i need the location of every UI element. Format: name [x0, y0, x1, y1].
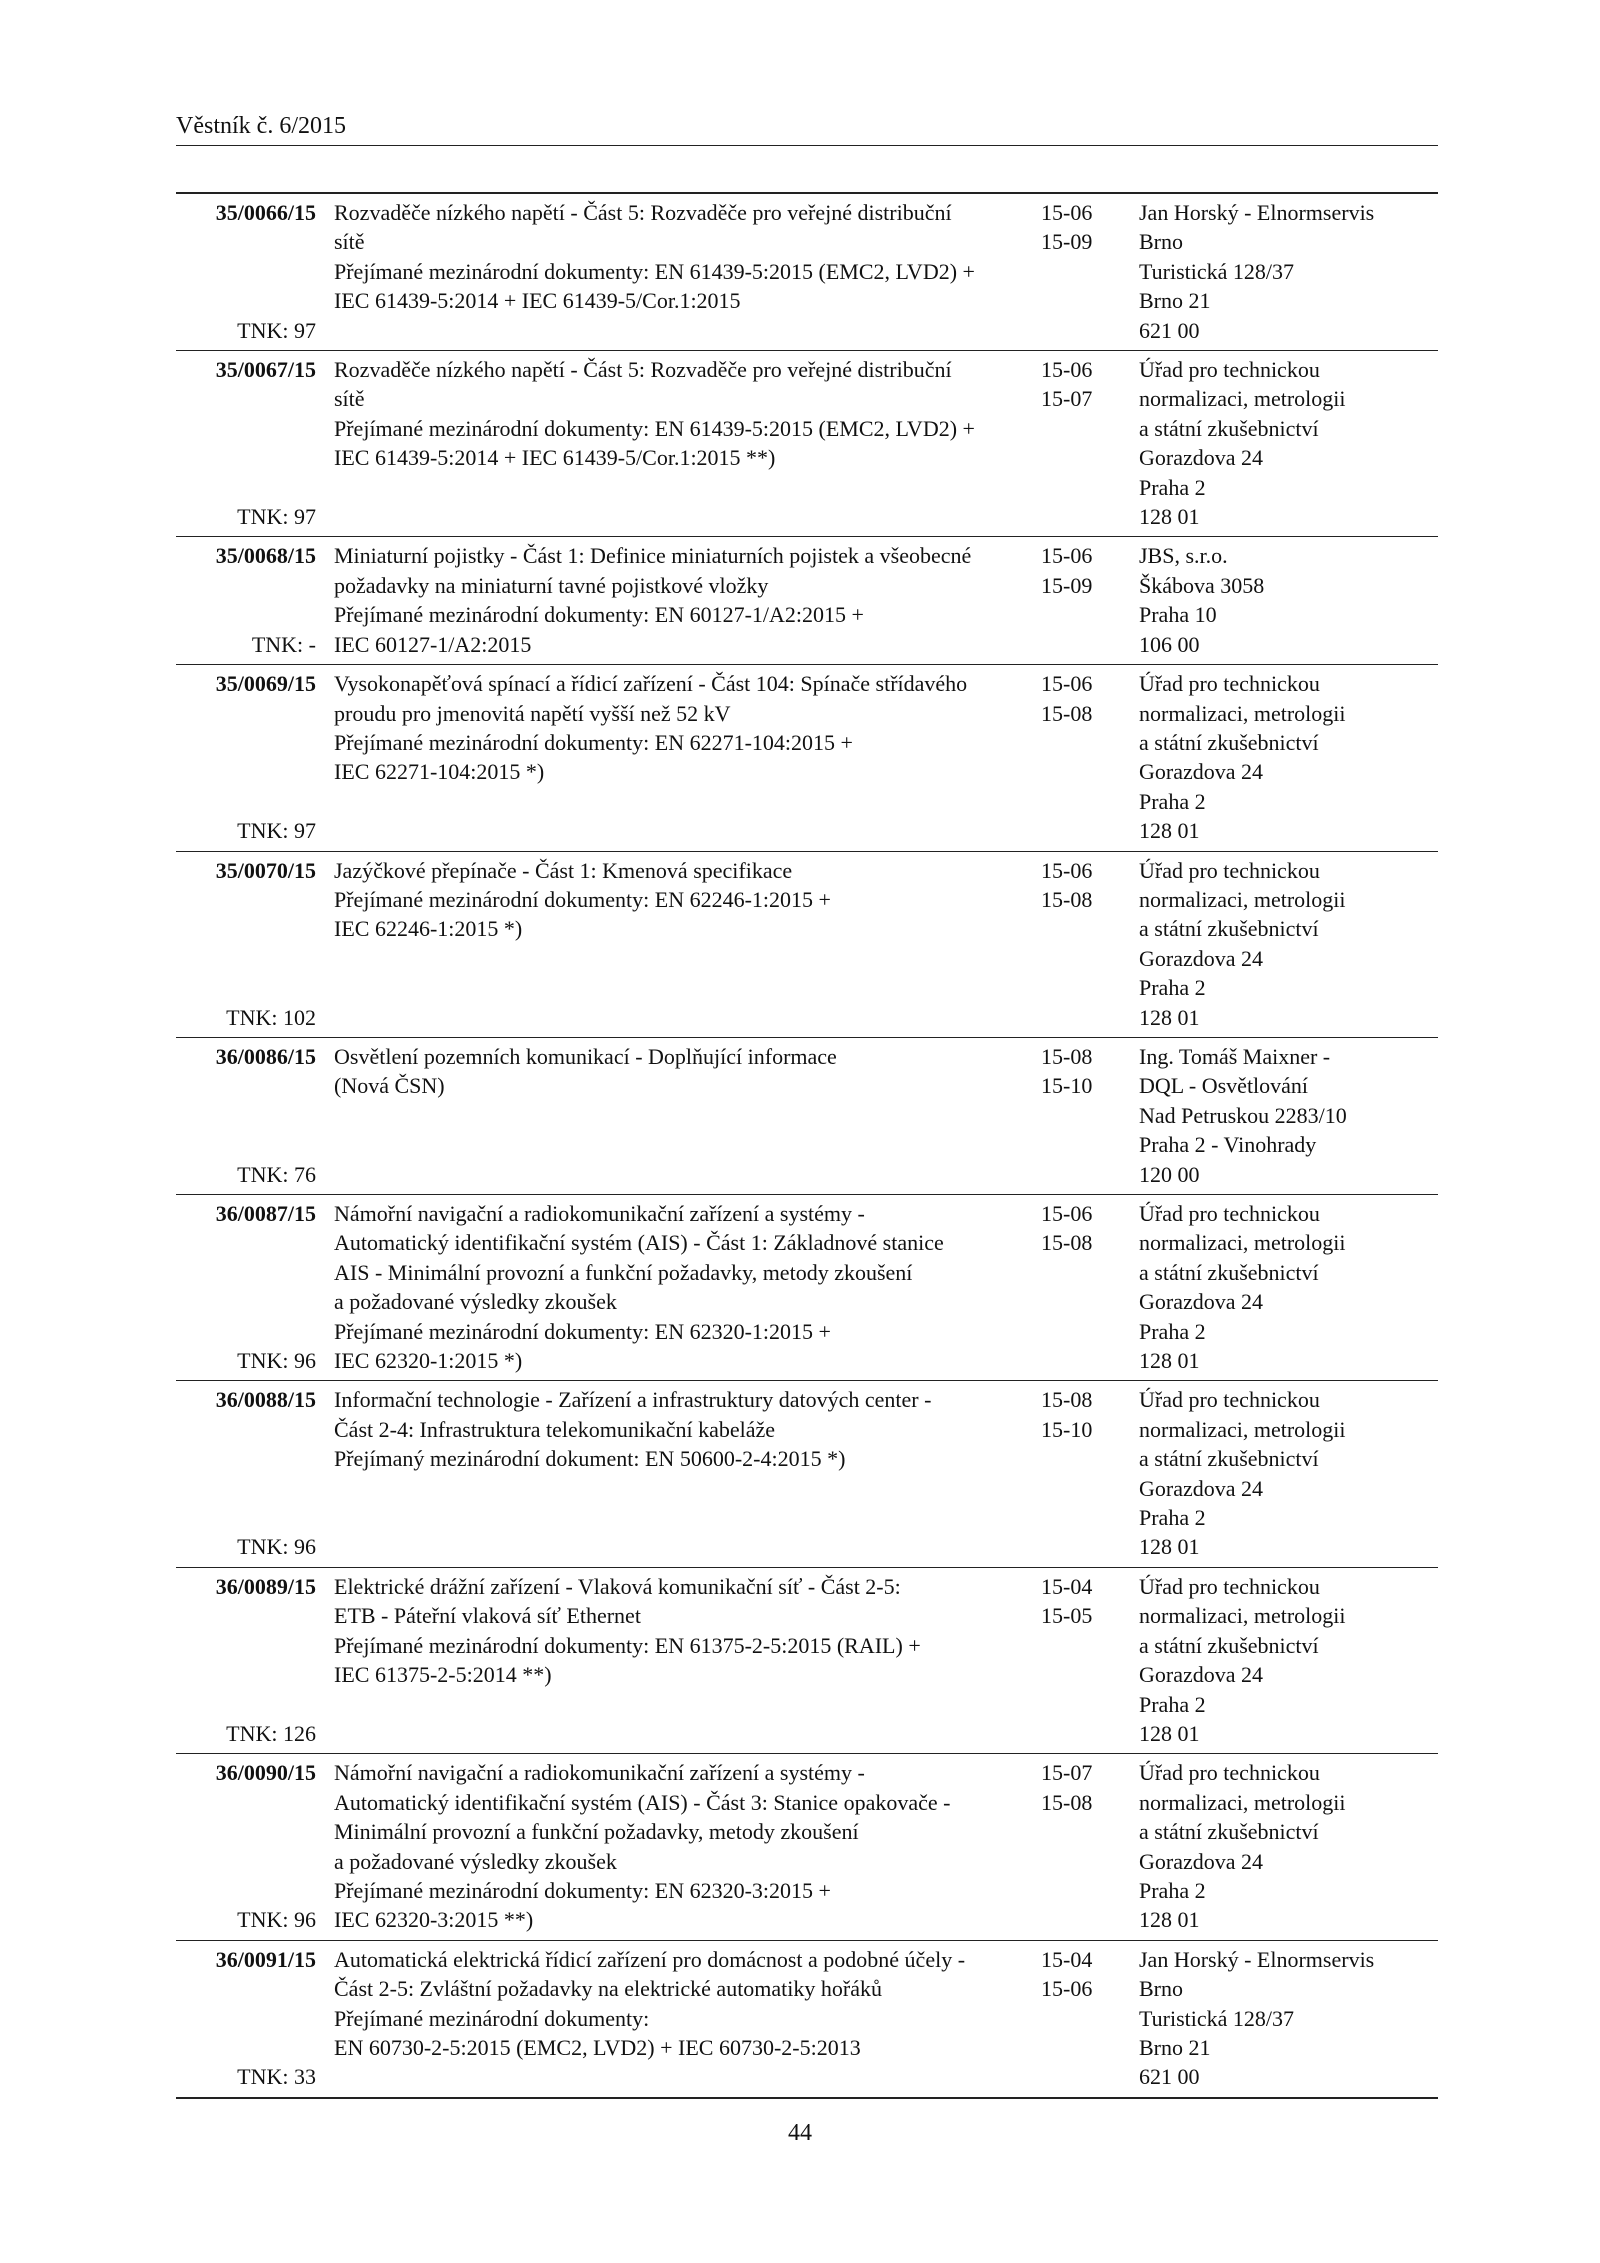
entry-number: 36/0086/15 — [215, 1043, 316, 1069]
entry-address-line: Ing. Tomáš Maixner - — [1139, 1043, 1331, 1069]
entry-title — [334, 1042, 1034, 1189]
standard-entry — [176, 1940, 1438, 2097]
entry-number: 35/0066/15 — [215, 200, 316, 225]
entry-title-line: a požadované výsledky zkoušek — [334, 1289, 617, 1315]
entry-address-line: a státní zkušebnictví — [1139, 1632, 1319, 1658]
entry-address-line: a státní zkušebnictví — [1139, 1819, 1319, 1845]
entry-address-line: Úřad pro technickou — [1139, 671, 1320, 697]
standard-entry — [176, 536, 1438, 664]
entry-tnk: TNK: 97 — [237, 818, 316, 844]
entry-address-line: 128 01 — [1139, 1907, 1200, 1933]
entry-processor-address — [1139, 1042, 1438, 1189]
entry-address-line: a státní zkušebnictví — [1139, 916, 1319, 942]
entry-title — [334, 669, 1034, 845]
page-header-title: Věstník č. 6/2015 — [176, 113, 346, 139]
standard-entry — [176, 851, 1438, 1037]
entry-dates — [1041, 1945, 1139, 2092]
standard-entry — [176, 1380, 1438, 1566]
entry-address-line: Praha 2 — [1139, 788, 1206, 814]
entry-address-line: 128 01 — [1139, 1720, 1200, 1746]
entry-title-line: Přejímané mezinárodní dokumenty: EN 62246-1:2015 + — [334, 886, 831, 912]
entry-dates — [1041, 541, 1139, 659]
standard-entry — [176, 664, 1438, 850]
entry-address-line: normalizaci, metrologii — [1139, 1789, 1346, 1815]
entry-title-line: EN 60730-2-5:2015 (EMC2, LVD2) + IEC 60730-2-5:2013 — [334, 2034, 861, 2060]
entry-address-line: Praha 2 — [1139, 975, 1206, 1001]
entry-id-column — [176, 1572, 316, 1748]
entry-title-line: IEC 61439-5:2014 + IEC 61439-5/Cor.1:2015 **) — [334, 445, 776, 471]
entry-tnk: TNK: 96 — [237, 1534, 316, 1560]
standards-table — [176, 192, 1438, 2099]
entry-tnk: TNK: 96 — [237, 1907, 316, 1933]
entry-title — [334, 1945, 1034, 2092]
entry-address-line: Úřad pro technickou — [1139, 857, 1320, 883]
entry-title-line: Námořní navigační a radiokomunikační zařízení a systémy - — [334, 1760, 865, 1786]
entry-title-line: Přejímaný mezinárodní dokument: EN 50600-2-4:2015 *) — [334, 1446, 846, 1472]
entry-address-line: 120 00 — [1139, 1161, 1200, 1187]
entry-date: 15-09 — [1041, 572, 1093, 598]
entry-address-line: Brno 21 — [1139, 2034, 1211, 2060]
entry-dates — [1041, 1042, 1139, 1189]
entry-title-line: Část 2-5: Zvláštní požadavky na elektrické automatiky hořáků — [334, 1976, 883, 2002]
entry-title-line: Část 2-4: Infrastruktura telekomunikační kabeláže — [334, 1416, 776, 1442]
entry-title-line: Automatický identifikační systém (AIS) - Část 3: Stanice opakovače - — [334, 1789, 951, 1815]
entry-tnk: TNK: 96 — [237, 1348, 316, 1374]
entry-address-line: a státní zkušebnictví — [1139, 729, 1319, 755]
entry-address-line: a státní zkušebnictví — [1139, 415, 1319, 441]
entry-tnk: TNK: 97 — [237, 504, 316, 530]
entry-id-column — [176, 669, 316, 845]
entry-address-line: Nad Petruskou 2283/10 — [1139, 1102, 1347, 1128]
entry-processor-address — [1139, 856, 1438, 1032]
entry-title-line: Vysokonapěťová spínací a řídicí zařízení - Část 104: Spínače střídavého — [334, 671, 968, 697]
entry-processor-address — [1139, 1199, 1438, 1375]
entry-address-line: Gorazdova 24 — [1139, 1289, 1264, 1315]
entry-processor-address — [1139, 1385, 1438, 1561]
entry-title — [334, 856, 1034, 1032]
entry-processor-address — [1139, 198, 1438, 345]
entry-address-line: Úřad pro technickou — [1139, 357, 1320, 383]
header-divider — [176, 145, 1438, 146]
entry-address-line: normalizaci, metrologii — [1139, 386, 1346, 412]
entry-title-line: IEC 62271-104:2015 *) — [334, 759, 545, 785]
entry-number: 35/0068/15 — [215, 543, 316, 569]
entry-title-line: Námořní navigační a radiokomunikační zařízení a systémy - — [334, 1201, 865, 1226]
entry-title-line: Přejímané mezinárodní dokumenty: EN 61375-2-5:2015 (RAIL) + — [334, 1632, 921, 1658]
entry-dates — [1041, 198, 1139, 345]
entry-title-line: ETB - Páteřní vlaková síť Ethernet — [334, 1603, 641, 1629]
entry-title-line: Miniaturní pojistky - Část 1: Definice miniaturních pojistek a všeobecné — [334, 543, 972, 569]
entry-address-line: Brno — [1139, 1976, 1183, 2002]
entry-date: 15-06 — [1041, 671, 1093, 697]
entry-processor-address — [1139, 1758, 1438, 1934]
entry-address-line: Praha 2 — [1139, 1877, 1206, 1903]
entry-title-line: sítě — [334, 229, 365, 255]
entry-date: 15-10 — [1041, 1416, 1093, 1442]
entry-date: 15-07 — [1041, 1760, 1093, 1786]
entry-title-line: proudu pro jmenovitá napětí vyšší než 52 kV — [334, 700, 731, 726]
entry-address-line: Brno — [1139, 229, 1183, 255]
entry-title-line: Přejímané mezinárodní dokumenty: EN 60127-1/A2:2015 + — [334, 602, 864, 628]
entry-processor-address — [1139, 1572, 1438, 1748]
entry-date: 15-08 — [1041, 1387, 1093, 1413]
standard-entry — [176, 194, 1438, 350]
entry-number: 36/0090/15 — [215, 1760, 316, 1786]
entry-dates — [1041, 669, 1139, 845]
entry-address-line: Gorazdova 24 — [1139, 945, 1264, 971]
entry-title — [334, 355, 1034, 531]
entry-date: 15-08 — [1041, 1230, 1093, 1256]
entry-dates — [1041, 1199, 1139, 1375]
entry-address-line: Jan Horský - Elnormservis — [1139, 1946, 1375, 1972]
entry-title — [334, 1758, 1034, 1934]
entry-id-column — [176, 1042, 316, 1189]
page-number: 44 — [788, 2120, 812, 2146]
entry-address-line: Praha 2 — [1139, 1318, 1206, 1344]
entry-title-line: a požadované výsledky zkoušek — [334, 1848, 617, 1874]
entry-address-line: Gorazdova 24 — [1139, 445, 1264, 471]
entry-title-line: Přejímané mezinárodní dokumenty: EN 62320-1:2015 + — [334, 1318, 831, 1344]
entry-title — [334, 1385, 1034, 1561]
entry-processor-address — [1139, 541, 1438, 659]
entry-tnk: TNK: 126 — [226, 1720, 316, 1746]
entry-address-line: Praha 2 — [1139, 474, 1206, 500]
entry-title-line: Osvětlení pozemních komunikací - Doplňující informace — [334, 1043, 837, 1069]
entry-address-line: Gorazdova 24 — [1139, 759, 1264, 785]
entry-title — [334, 1572, 1034, 1748]
entry-number: 35/0070/15 — [215, 857, 316, 883]
entry-address-line: normalizaci, metrologii — [1139, 1416, 1346, 1442]
entry-id-column — [176, 1758, 316, 1934]
entry-address-line: a státní zkušebnictví — [1139, 1446, 1319, 1472]
entry-address-line: 106 00 — [1139, 631, 1200, 657]
entry-date: 15-08 — [1041, 700, 1093, 726]
entry-id-column — [176, 1385, 316, 1561]
entry-title-line: AIS - Minimální provozní a funkční požadavky, metody zkoušení — [334, 1259, 913, 1285]
entry-address-line: Gorazdova 24 — [1139, 1475, 1264, 1501]
entry-date: 15-05 — [1041, 1603, 1093, 1629]
entry-date: 15-06 — [1041, 1976, 1093, 2002]
entry-tnk: TNK: 97 — [237, 317, 316, 343]
standard-entry — [176, 1037, 1438, 1194]
entry-title-line: Přejímané mezinárodní dokumenty: EN 62320-3:2015 + — [334, 1877, 831, 1903]
entry-number: 36/0089/15 — [215, 1573, 316, 1599]
entry-address-line: Úřad pro technickou — [1139, 1760, 1320, 1786]
entry-date: 15-06 — [1041, 200, 1093, 225]
entry-address-line: JBS, s.r.o. — [1139, 543, 1228, 569]
entry-dates — [1041, 1758, 1139, 1934]
entry-date: 15-08 — [1041, 1043, 1093, 1069]
entry-dates — [1041, 1385, 1139, 1561]
entry-date: 15-04 — [1041, 1946, 1093, 1972]
entry-title-line: (Nová ČSN) — [334, 1073, 445, 1099]
entry-address-line: 128 01 — [1139, 1348, 1200, 1374]
entry-address-line: a státní zkušebnictví — [1139, 1259, 1319, 1285]
entry-address-line: Úřad pro technickou — [1139, 1573, 1320, 1599]
entry-date: 15-09 — [1041, 229, 1093, 255]
entry-title-line: Minimální provozní a funkční požadavky, metody zkoušení — [334, 1819, 859, 1845]
entry-dates — [1041, 355, 1139, 531]
entry-address-line: Turistická 128/37 — [1139, 2005, 1295, 2031]
entry-address-line: Praha 2 — [1139, 1691, 1206, 1717]
entry-date: 15-08 — [1041, 1789, 1093, 1815]
entry-date: 15-10 — [1041, 1073, 1093, 1099]
entry-processor-address — [1139, 1945, 1438, 2092]
entry-title-line: Přejímané mezinárodní dokumenty: — [334, 2005, 650, 2031]
entry-tnk: TNK: 76 — [237, 1161, 316, 1187]
entry-address-line: Gorazdova 24 — [1139, 1662, 1264, 1688]
entry-address-line: normalizaci, metrologii — [1139, 886, 1346, 912]
entry-tnk: TNK: 102 — [226, 1004, 316, 1030]
entry-address-line: Úřad pro technickou — [1139, 1201, 1320, 1226]
entry-date: 15-06 — [1041, 857, 1093, 883]
entry-address-line: Praha 10 — [1139, 602, 1217, 628]
entry-address-line: normalizaci, metrologii — [1139, 1603, 1346, 1629]
entry-id-column — [176, 1199, 316, 1375]
entry-number: 36/0091/15 — [215, 1946, 316, 1972]
entry-title-line: Informační technologie - Zařízení a infrastruktury datových center - — [334, 1387, 932, 1413]
entry-date: 15-07 — [1041, 386, 1093, 412]
entry-id-column — [176, 856, 316, 1032]
entry-address-line: Jan Horský - Elnormservis — [1139, 200, 1375, 225]
entry-date: 15-06 — [1041, 1201, 1093, 1226]
entry-dates — [1041, 1572, 1139, 1748]
entry-tnk: TNK: 33 — [237, 2064, 316, 2090]
entry-title-line: IEC 60127-1/A2:2015 — [334, 631, 532, 657]
entry-date: 15-08 — [1041, 886, 1093, 912]
entry-title-line: Jazýčkové přepínače - Část 1: Kmenová specifikace — [334, 857, 793, 883]
entry-address-line: DQL - Osvětlování — [1139, 1073, 1309, 1099]
entry-title-line: Rozvaděče nízkého napětí - Část 5: Rozvaděče pro veřejné distribuční — [334, 357, 952, 383]
entry-number: 36/0087/15 — [215, 1201, 316, 1226]
entry-title-line: Automatický identifikační systém (AIS) - Část 1: Základnové stanice — [334, 1230, 944, 1256]
entry-title-line: požadavky na miniaturní tavné pojistkové vložky — [334, 572, 769, 598]
entry-title-line: IEC 61375-2-5:2014 **) — [334, 1662, 552, 1688]
entry-title — [334, 541, 1034, 659]
entry-processor-address — [1139, 355, 1438, 531]
entry-address-line: normalizaci, metrologii — [1139, 700, 1346, 726]
entry-address-line: Praha 2 - Vinohrady — [1139, 1132, 1317, 1158]
entry-address-line: Praha 2 — [1139, 1505, 1206, 1531]
entry-address-line: 128 01 — [1139, 818, 1200, 844]
entry-processor-address — [1139, 669, 1438, 845]
entry-address-line: Gorazdova 24 — [1139, 1848, 1264, 1874]
entry-date: 15-04 — [1041, 1573, 1093, 1599]
entry-id-column — [176, 198, 316, 345]
entry-date: 15-06 — [1041, 357, 1093, 383]
entry-number: 35/0069/15 — [215, 671, 316, 697]
entry-id-column — [176, 541, 316, 659]
standard-entry — [176, 1567, 1438, 1753]
entry-title-line: IEC 62320-1:2015 *) — [334, 1348, 523, 1374]
entry-title-line: Rozvaděče nízkého napětí - Část 5: Rozvaděče pro veřejné distribuční — [334, 200, 952, 225]
standard-entry — [176, 350, 1438, 536]
entry-date: 15-06 — [1041, 543, 1093, 569]
entry-title-line: sítě — [334, 386, 365, 412]
entry-title-line: IEC 62320-3:2015 **) — [334, 1907, 534, 1933]
entry-id-column — [176, 355, 316, 531]
entry-address-line: 128 01 — [1139, 504, 1200, 530]
entry-address-line: 128 01 — [1139, 1004, 1200, 1030]
entry-title — [334, 198, 1034, 345]
entry-dates — [1041, 856, 1139, 1032]
entry-address-line: 621 00 — [1139, 2064, 1200, 2090]
entry-title-line: Přejímané mezinárodní dokumenty: EN 62271-104:2015 + — [334, 729, 853, 755]
entry-title-line: IEC 62246-1:2015 *) — [334, 916, 523, 942]
entry-title-line: Přejímané mezinárodní dokumenty: EN 61439-5:2015 (EMC2, LVD2) + — [334, 258, 975, 284]
entry-address-line: Brno 21 — [1139, 288, 1211, 314]
entry-address-line: Turistická 128/37 — [1139, 258, 1295, 284]
entry-title — [334, 1199, 1034, 1375]
entry-id-column — [176, 1945, 316, 2092]
entry-number: 35/0067/15 — [215, 357, 316, 383]
standard-entry — [176, 1753, 1438, 1939]
entry-address-line: Škábova 3058 — [1139, 572, 1265, 598]
entry-address-line: normalizaci, metrologii — [1139, 1230, 1346, 1256]
entry-title-line: Elektrické drážní zařízení - Vlaková komunikační síť - Část 2-5: — [334, 1573, 901, 1599]
entry-number: 36/0088/15 — [215, 1387, 316, 1413]
entry-address-line: 128 01 — [1139, 1534, 1200, 1560]
standard-entry — [176, 1194, 1438, 1380]
entry-title-line: IEC 61439-5:2014 + IEC 61439-5/Cor.1:2015 — [334, 288, 741, 314]
entry-address-line: Úřad pro technickou — [1139, 1387, 1320, 1413]
entry-title-line: Přejímané mezinárodní dokumenty: EN 61439-5:2015 (EMC2, LVD2) + — [334, 415, 975, 441]
entry-tnk: TNK: - — [251, 631, 316, 657]
entry-address-line: 621 00 — [1139, 317, 1200, 343]
entry-title-line: Automatická elektrická řídicí zařízení pro domácnost a podobné účely - — [334, 1946, 966, 1972]
